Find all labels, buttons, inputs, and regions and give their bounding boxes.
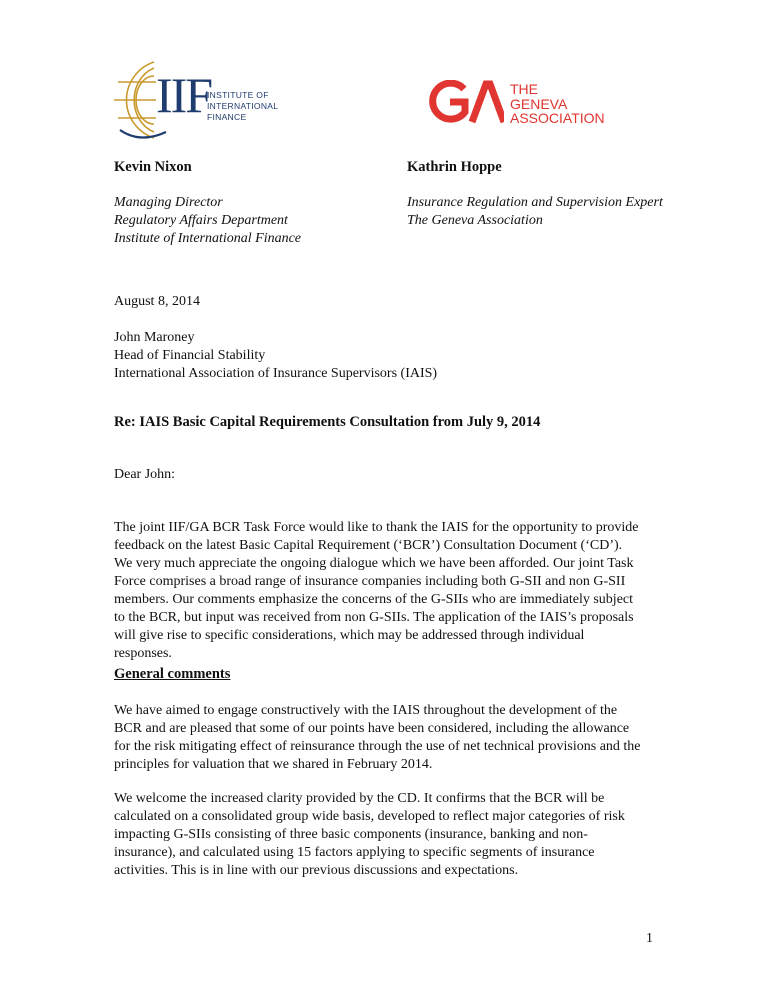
signatory-roles-1: Managing Director Regulatory Affairs Department Institute of International Finance bbox=[114, 195, 302, 246]
salutation: Dear John: bbox=[114, 467, 176, 482]
section-heading: General comments bbox=[114, 666, 231, 682]
ga-full-name: THE GENEVA ASSOCIATION bbox=[510, 81, 605, 126]
signatory-name-1: Kevin Nixon bbox=[114, 159, 192, 175]
recipient-title: Head of Financial Stability bbox=[114, 348, 266, 363]
signatory-name-2: Kathrin Hoppe bbox=[407, 159, 502, 175]
body-paragraph-1: We have aimed to engage constructively with the IAIS throughout the development of the BCR and are pleased that some of our points have been considered, including the allowance for the risk mitigating effect of reinsurance through the use of net technical provisions and the principles for valuation that we shared in February 2014. bbox=[114, 703, 641, 772]
geneva-association-logo bbox=[428, 80, 608, 128]
intro-paragraph: The joint IIF/GA BCR Task Force would like to thank the IAIS for the opportunity to provide feedback on the latest Basic Capital Requirement (‘BCR’) Consultation Document (‘CD’). We very much appreciate the ongoing dialogue which we have been afforded. Our joint Task Force comprises a broad range of insurance companies including both G-SII and non G-SII members. Our comments emphasize the concerns of the G-SIIs who are immediately subject to the BCR, but input was received from non G-SIIs. The application of the IAIS’s proposals will give rise to specific considerations, which may be addressed through individual responses. bbox=[114, 520, 639, 661]
letter-subject: Re: IAIS Basic Capital Requirements Consultation from July 9, 2014 bbox=[114, 414, 541, 430]
recipient-name: John Maroney bbox=[114, 330, 195, 345]
body-paragraph-2: We welcome the increased clarity provided by the CD. It confirms that the BCR will be calculated on a consolidated group wide basis, developed to reflect major categories of risk impacting G-SIIs consisting of three basic components (insurance, banking and non-insurance), and calculated using 15 factors applying to specific segments of insurance activities. This is in line with our previous discussions and expectations. bbox=[114, 791, 625, 878]
page-number: 1 bbox=[646, 931, 653, 946]
recipient-organization: International Association of Insurance Supervisors (IAIS) bbox=[114, 366, 438, 381]
signatory-roles-2: Insurance Regulation and Supervision Expert The Geneva Association bbox=[407, 195, 663, 228]
iif-logo bbox=[110, 58, 280, 142]
iif-wordmark: IIF bbox=[156, 67, 212, 123]
ga-mark-icon bbox=[428, 80, 504, 124]
iif-full-name: INSTITUTE OF INTERNATIONAL FINANCE bbox=[207, 90, 279, 122]
letter-date: August 8, 2014 bbox=[114, 294, 200, 309]
recipient-block bbox=[114, 329, 437, 383]
